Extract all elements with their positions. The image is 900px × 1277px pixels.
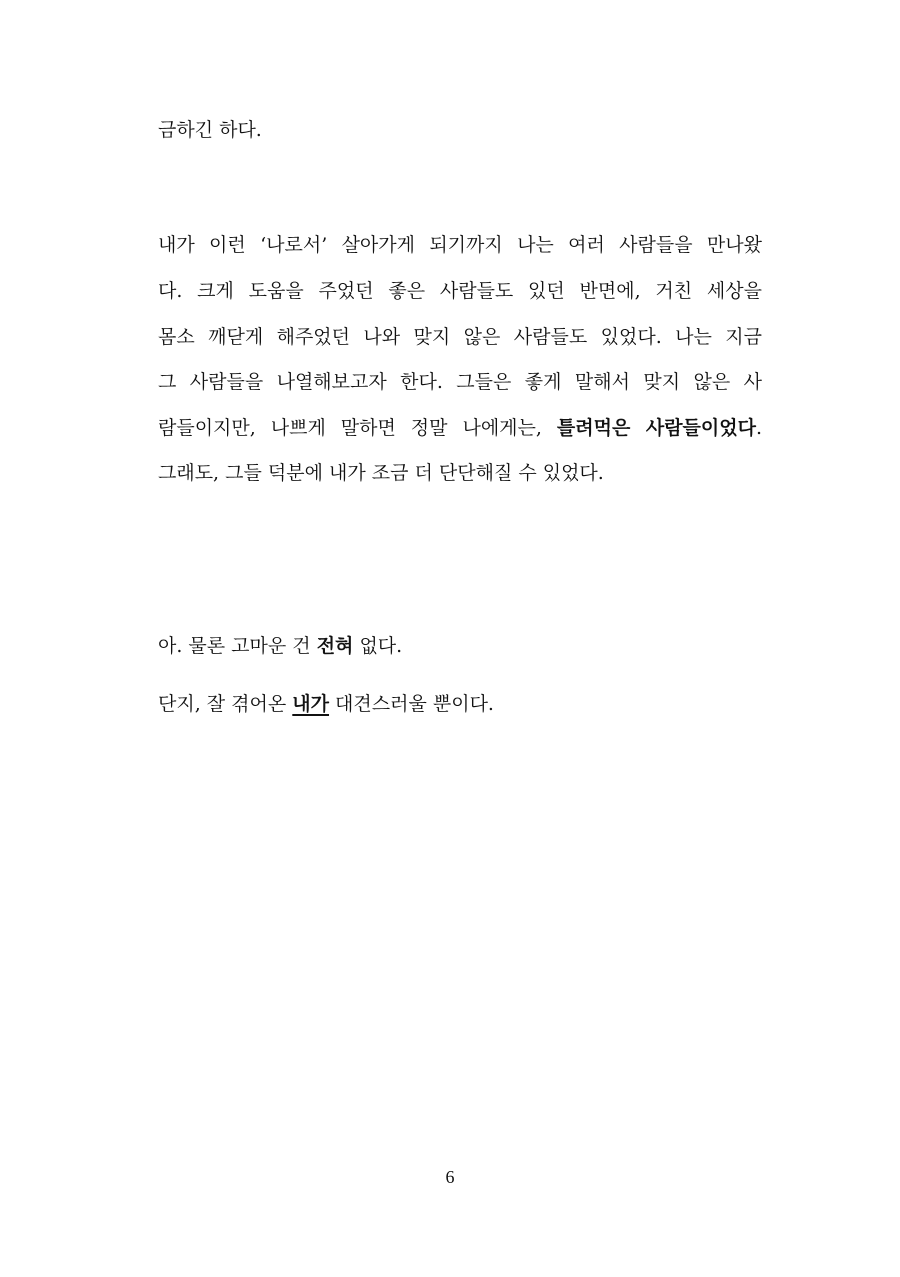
emphasis-bold-underlined: 내가 (292, 693, 330, 715)
closing-line-2 (158, 692, 494, 716)
paragraph-line-5-period: . (755, 417, 763, 439)
closing-line-2-text: 단지, 잘 겪어온 (158, 693, 293, 715)
paragraph-line-3: 몸소 깨닫게 해주었던 나와 맞지 않은 사람들도 있었다. 나는 지금 (158, 326, 762, 348)
paragraph-line-2: 다. 크게 도움을 주었던 좋은 사람들도 있던 반면에, 거친 세상을 (158, 280, 762, 302)
paragraph-line-1: 내가 이런 ‘나로서’ 살아가게 되기까지 나는 여러 사람들을 만나왔 (158, 234, 762, 256)
intro-line: 금하긴 하다. (158, 119, 262, 141)
emphasis-bold: 전혀 (316, 635, 354, 657)
paragraph-line-5 (158, 416, 762, 440)
page-number: 6 (445, 1167, 455, 1187)
closing-line-1 (158, 634, 402, 658)
closing-line-1-end: 없다. (353, 635, 403, 657)
paragraph-line-4: 그 사람들을 나열해보고자 한다. 그들은 좋게 말해서 맞지 않은 사 (158, 371, 762, 393)
paragraph-line-5-text: 람들이지만, 나쁘게 말하면 정말 나에게는, (158, 417, 557, 439)
emphasis-bold: 틀려먹은 사람들이었다 (556, 417, 756, 439)
closing-line-2-end: 대견스러울 뿐이다. (329, 693, 494, 715)
paragraph-line-6: 그래도, 그들 덕분에 내가 조금 더 단단해질 수 있었다. (158, 462, 604, 484)
closing-line-1-text: 아. 물론 고마운 건 (158, 635, 317, 657)
